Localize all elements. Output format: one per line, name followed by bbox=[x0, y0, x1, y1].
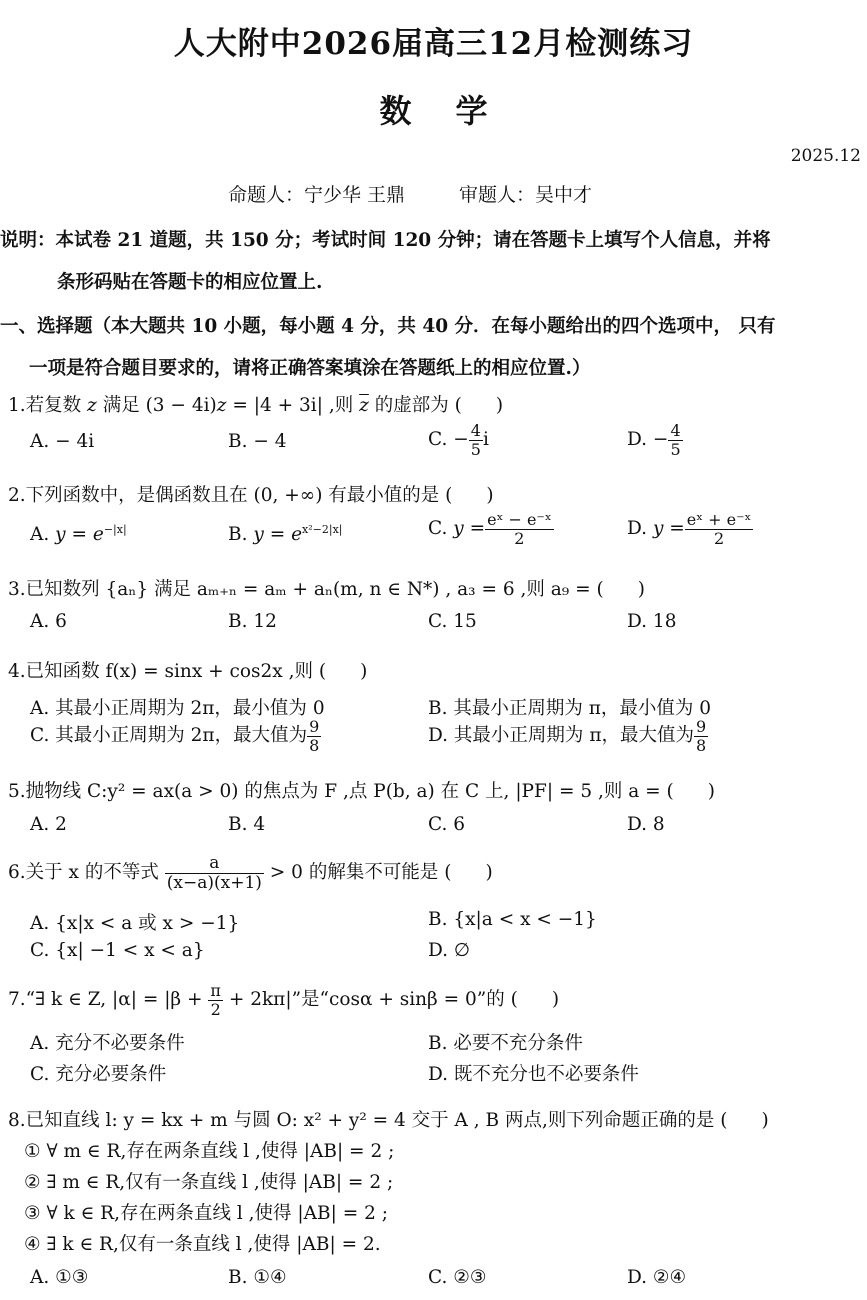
fraction: $\frac{\text{eˣ − e⁻ˣ}}{2}$ bbox=[487, 510, 552, 548]
question-5-stem: 5.抛物线 C:y² = ax(a > 0) 的焦点为 F ,点 P(b, a) 在 C 上, |PF| = 5 ,则 a = ( ) bbox=[8, 781, 715, 802]
q4-option-c: C. 其最小正周期为 2π，最大值为 $\frac{9}{8}$ bbox=[30, 717, 320, 755]
q6-option-d: D. ∅ bbox=[428, 940, 471, 961]
instructions-line-1: 说明：本试卷 21 道题，共 150 分；考试时间 120 分钟；请在答题卡上填写个人信息，并将 bbox=[0, 230, 771, 251]
question-6-stem: 6.关于 x 的不等式 $\frac{a}{(x-a)(x+1)}$ > 0 的解集不可能是 ( ) bbox=[8, 853, 493, 893]
q3-option-d: D. 18 bbox=[627, 611, 677, 632]
question-4-stem: 4.已知函数 f(x) = sinx + cos2x ,则 ( ) bbox=[8, 661, 368, 682]
q1-option-b: B. − 4 bbox=[228, 431, 287, 452]
author-line bbox=[228, 180, 592, 207]
fraction: $\frac{\text{eˣ + e⁻ˣ}}{2}$ bbox=[686, 510, 752, 548]
q8-statement-4: ④ ∃ k ∈ R,仅有一条直线 l ,使得 |AB| = 2. bbox=[24, 1234, 381, 1255]
fraction: $\frac{a}{(x-a)(x+1)}$ bbox=[166, 853, 262, 893]
question-8-stem: 8.已知直线 l: y = kx + m 与圆 O: x² + y² = 4 交于 A , B 两点,则下列命题正确的是 ( ) bbox=[8, 1110, 769, 1131]
q6-option-c: C. {x| −1 < x < a} bbox=[30, 940, 205, 961]
q7-option-b: B. 必要不充分条件 bbox=[428, 1033, 583, 1054]
question-1-stem: 1.若复数 z 满足 (3 − 4i)z = |4 + 3i| ,则 $\overline{z}$ 的虚部为 ( ) bbox=[8, 395, 504, 416]
q7-option-a: A. 充分不必要条件 bbox=[30, 1033, 185, 1054]
subject-title: 数学 bbox=[379, 92, 532, 130]
reviewer: 审题人：吴中才 bbox=[459, 184, 593, 206]
fraction: $\frac{9}{8}$ bbox=[695, 717, 707, 755]
q4-option-b: B. 其最小正周期为 π，最小值为 0 bbox=[428, 698, 712, 719]
question-7-stem: 7.“∃ k ∈ Z, |α| = |β + $\frac{\pi}{2}$ + 2kπ|”是“cosα + sinβ = 0”的 ( ) bbox=[8, 981, 560, 1019]
q1-option-c: C. − $\frac{4}{5}$ i bbox=[428, 421, 489, 459]
q4-option-d: D. 其最小正周期为 π，最大值为 $\frac{9}{8}$ bbox=[428, 717, 707, 755]
q7-option-d: D. 既不充分也不必要条件 bbox=[428, 1064, 639, 1085]
authors: 命题人：宁少华 王鼎 bbox=[228, 184, 406, 206]
fraction: $\frac{4}{5}$ bbox=[470, 421, 481, 459]
section-heading-1: 一、选择题（本大题共 10 小题，每小题 4 分，共 40 分．在每小题给出的四个选项中， 只有 bbox=[0, 316, 776, 337]
q7-option-c: C. 充分必要条件 bbox=[30, 1064, 167, 1085]
q2-option-c: C. y = $\frac{\text{eˣ − e⁻ˣ}}{2}$ bbox=[428, 510, 552, 548]
q1-option-d: D. − $\frac{4}{5}$ bbox=[627, 421, 681, 459]
fraction: $\frac{9}{8}$ bbox=[309, 717, 320, 755]
exam-date: 2025.12 bbox=[790, 146, 861, 166]
section-heading-2: 一项是符合题目要求的，请将正确答案填涂在答题纸上的相应位置.） bbox=[29, 358, 591, 379]
q2-option-a: A. $y = e^{-|x|}$ bbox=[30, 523, 127, 546]
exam-title: 人大附中2026届高三12月检测练习 bbox=[173, 26, 694, 62]
q8-option-b: B. ①④ bbox=[228, 1267, 287, 1288]
q5-option-a: A. 2 bbox=[30, 814, 67, 835]
q8-option-d: D. ②④ bbox=[627, 1267, 687, 1288]
q5-option-b: B. 4 bbox=[228, 814, 266, 835]
q3-option-a: A. 6 bbox=[30, 611, 67, 632]
fraction: $\frac{\pi}{2}$ bbox=[210, 981, 221, 1019]
q2-option-b: B. $y = e^{x^2-2|x|}$ bbox=[228, 523, 343, 546]
q3-option-b: B. 12 bbox=[228, 611, 277, 632]
q8-statement-3: ③ ∀ k ∈ R,存在两条直线 l ,使得 |AB| = 2 ; bbox=[24, 1203, 388, 1224]
instructions-line-2: 条形码贴在答题卡的相应位置上. bbox=[57, 272, 323, 293]
q1-option-a: A. − 4i bbox=[30, 431, 95, 452]
q6-option-a: A. {x|x < a 或 x > −1} bbox=[30, 913, 240, 934]
q5-option-c: C. 6 bbox=[428, 814, 466, 835]
question-3-stem: 3.已知数列 {aₙ} 满足 aₘ₊ₙ = aₘ + aₙ(m, n ∈ N*) , a₃ = 6 ,则 a₉ = ( ) bbox=[8, 579, 645, 600]
q8-option-c: C. ②③ bbox=[428, 1267, 487, 1288]
q8-statement-2: ② ∃ m ∈ R,仅有一条直线 l ,使得 |AB| = 2 ; bbox=[24, 1172, 394, 1193]
q4-option-a: A. 其最小正周期为 2π，最小值为 0 bbox=[30, 698, 325, 719]
q8-statement-1: ① ∀ m ∈ R,存在两条直线 l ,使得 |AB| = 2 ; bbox=[24, 1141, 395, 1162]
question-2-stem: 2.下列函数中，是偶函数且在 (0, +∞) 有最小值的是 ( ) bbox=[8, 485, 494, 506]
q8-option-a: A. ①③ bbox=[30, 1267, 89, 1288]
q6-option-b: B. {x|a < x < −1} bbox=[428, 909, 597, 930]
q2-option-d: D. y = $\frac{\text{eˣ + e⁻ˣ}}{2}$ bbox=[627, 510, 752, 548]
fraction: $\frac{4}{5}$ bbox=[670, 421, 681, 459]
q5-option-d: D. 8 bbox=[627, 814, 665, 835]
q3-option-c: C. 15 bbox=[428, 611, 477, 632]
